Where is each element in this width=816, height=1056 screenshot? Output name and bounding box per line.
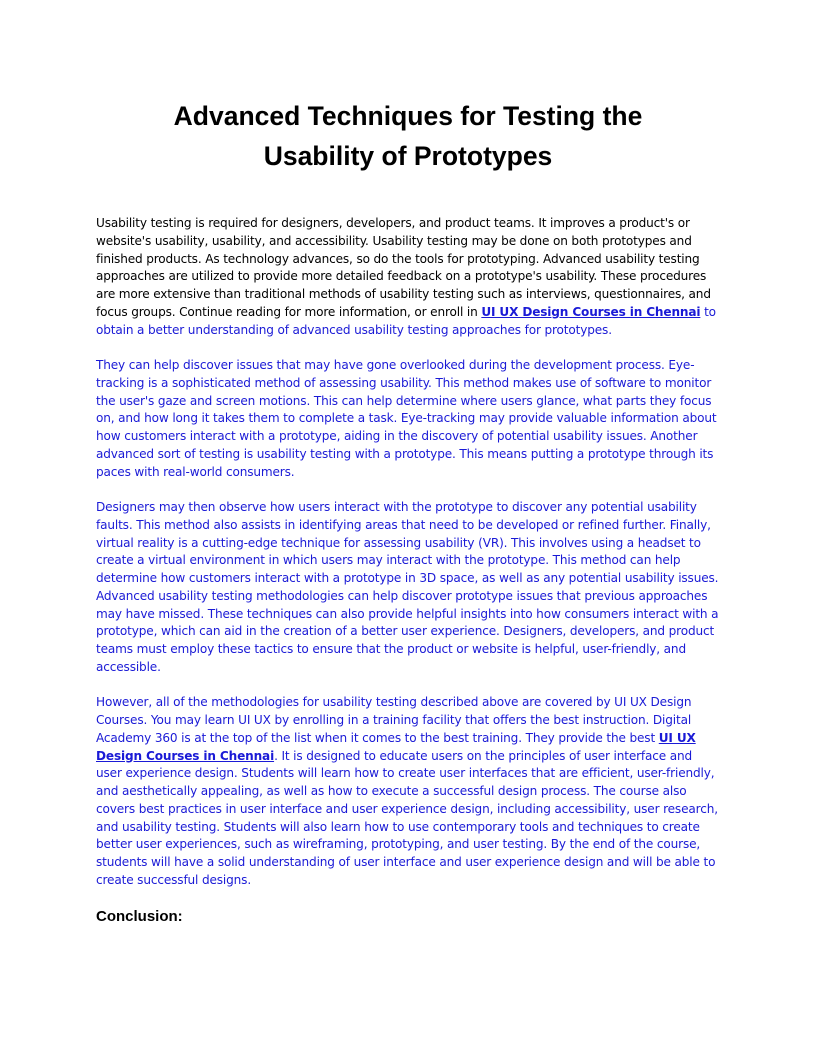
course-link-2[interactable]: UI UX Design Courses in Chennai <box>96 730 696 763</box>
courses-text: However, all of the methodologies for usability testing described above are covered by UI UX Design Courses. You may learn UI UX by enrolling in a training facility that offers the best instruction. Digital Academy 360 is at the top of the list when it comes to the best training. They provide the best <box>96 695 692 745</box>
eye-tracking-paragraph: They can help discover issues that may have gone overlooked during the development process. Eye-tracking is a sophisticated method of assessing usability. This method makes use of software to monitor the user's gaze and screen motions. This can help determine where users glance, what parts they focus on, and how long it takes them to complete a task. Eye-tracking may provide valuable information about how customers interact with a prototype, aiding in the discovery of potential usability issues. Another advanced sort of testing is usability testing with a prototype. This means putting a prototype through its paces with real-world consumers. <box>96 358 717 479</box>
conclusion-heading: Conclusion: <box>96 907 183 925</box>
title-line-2: Usability of Prototypes <box>263 141 553 171</box>
title-line-1: Advanced Techniques for Testing the <box>173 101 643 131</box>
intro-text: Usability testing is required for designers, developers, and product teams. It improves a product's or website's usability, usability, and accessibility. Usability testing may be done on both prototypes and finished products. As technology advances, so do the tools for prototyping. Advanced usability testing approaches are utilized to provide more detailed feedback on a prototype's usability. These procedures are more extensive than traditional methods of usability testing such as interviews, questionnaires, and focus groups. Continue reading for more information, or enroll in <box>96 216 711 319</box>
courses-paragraph <box>96 694 720 889</box>
intro-paragraph <box>96 215 720 339</box>
intro-text-continued: to obtain a better understanding of advanced usability testing approaches for prototypes. <box>96 304 716 337</box>
course-link-1[interactable]: UI UX Design Courses in Chennai <box>481 304 701 319</box>
courses-text-continued: . It is designed to educate users on the principles of user interface and user experience design. Students will learn how to create user interfaces that are efficient, user-friendly, and aesthetically appealing, as well as how to execute a successful design process. The course also covers best practices in user interface and user experience design, including accessibility, user research, and usability testing. Students will also learn how to use contemporary tools and techniques to create better user experiences, such as wireframing, prototyping, and user testing. By the end of the course, students will have a solid understanding of user interface and user experience design and will be able to create successful designs. <box>96 748 718 887</box>
virtual-reality-paragraph: Designers may then observe how users interact with the prototype to discover any potential usability faults. This method also assists in identifying areas that need to be developed or refined further. Finally, virtual reality is a cutting-edge technique for assessing usability (VR). This involves using a headset to create a virtual environment in which users may interact with the prototype. This method can help determine how customers interact with a prototype in 3D space, as well as any potential usability issues. Advanced usability testing methodologies can help discover prototype issues that previous approaches may have missed. These techniques can also provide helpful insights into how consumers interact with a prototype, which can aid in the creation of a better user experience. Designers, developers, and product teams must employ these tactics to ensure that the product or website is helpful, user-friendly, and accessible. <box>96 500 719 674</box>
document-title <box>96 96 720 176</box>
